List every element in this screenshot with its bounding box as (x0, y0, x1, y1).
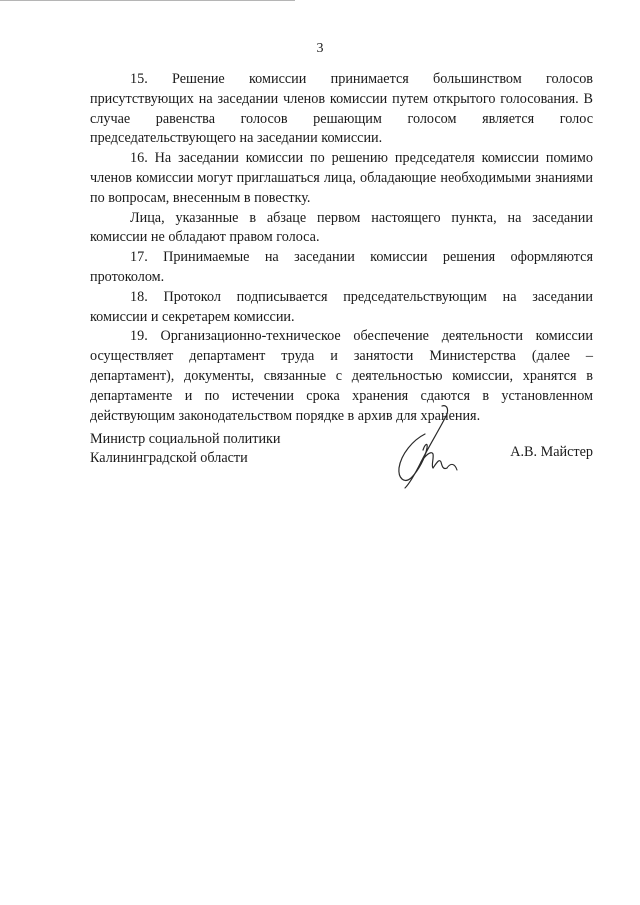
paragraph-15: 15. Решение комиссии принимается большинством голосов присутствующих на заседании членов комиссии путем открытого голосования. В случае равенства голосов решающим голосом является голос председательствующего на заседании комиссии. (90, 71, 593, 147)
paragraph-16-note: Лица, указанные в абзаце первом настоящего пункта, на заседании комиссии не обладают правом голоса. (90, 209, 593, 246)
signature-block (90, 430, 593, 490)
paragraph-17: 17. Принимаемые на заседании комиссии решения оформляются протоколом. (90, 249, 593, 285)
paragraph-19: 19. Организационно-техническое обеспечение деятельности комиссии осуществляет департамент труда и занятости Министерства (далее – департамент), документы, связанные с деятельностью комиссии, хранятся в департаменте и по истечении срока хранения сдаются в установленном действующим законодательством порядке в архив для хранения. (90, 328, 593, 424)
page-number: 3 (316, 41, 324, 56)
document-body (90, 70, 593, 426)
signer-title-line-1: Министр социальной политики (90, 431, 281, 447)
signer-title (90, 430, 281, 468)
paragraph-16: 16. На заседании комиссии по решению председателя комиссии помимо членов комиссии могут приглашаться лица, обладающие необходимыми знаниями по вопросам, внесенным в повестку. (90, 150, 593, 206)
paragraph-18: 18. Протокол подписывается председательствующим на заседании комиссии и секретарем комиссии. (90, 288, 593, 325)
handwritten-signature-icon (395, 404, 467, 490)
signer-name: А.В. Майстер (510, 444, 593, 460)
scan-edge-line (0, 0, 295, 1)
signer-title-line-2: Калининградской области (90, 450, 248, 466)
